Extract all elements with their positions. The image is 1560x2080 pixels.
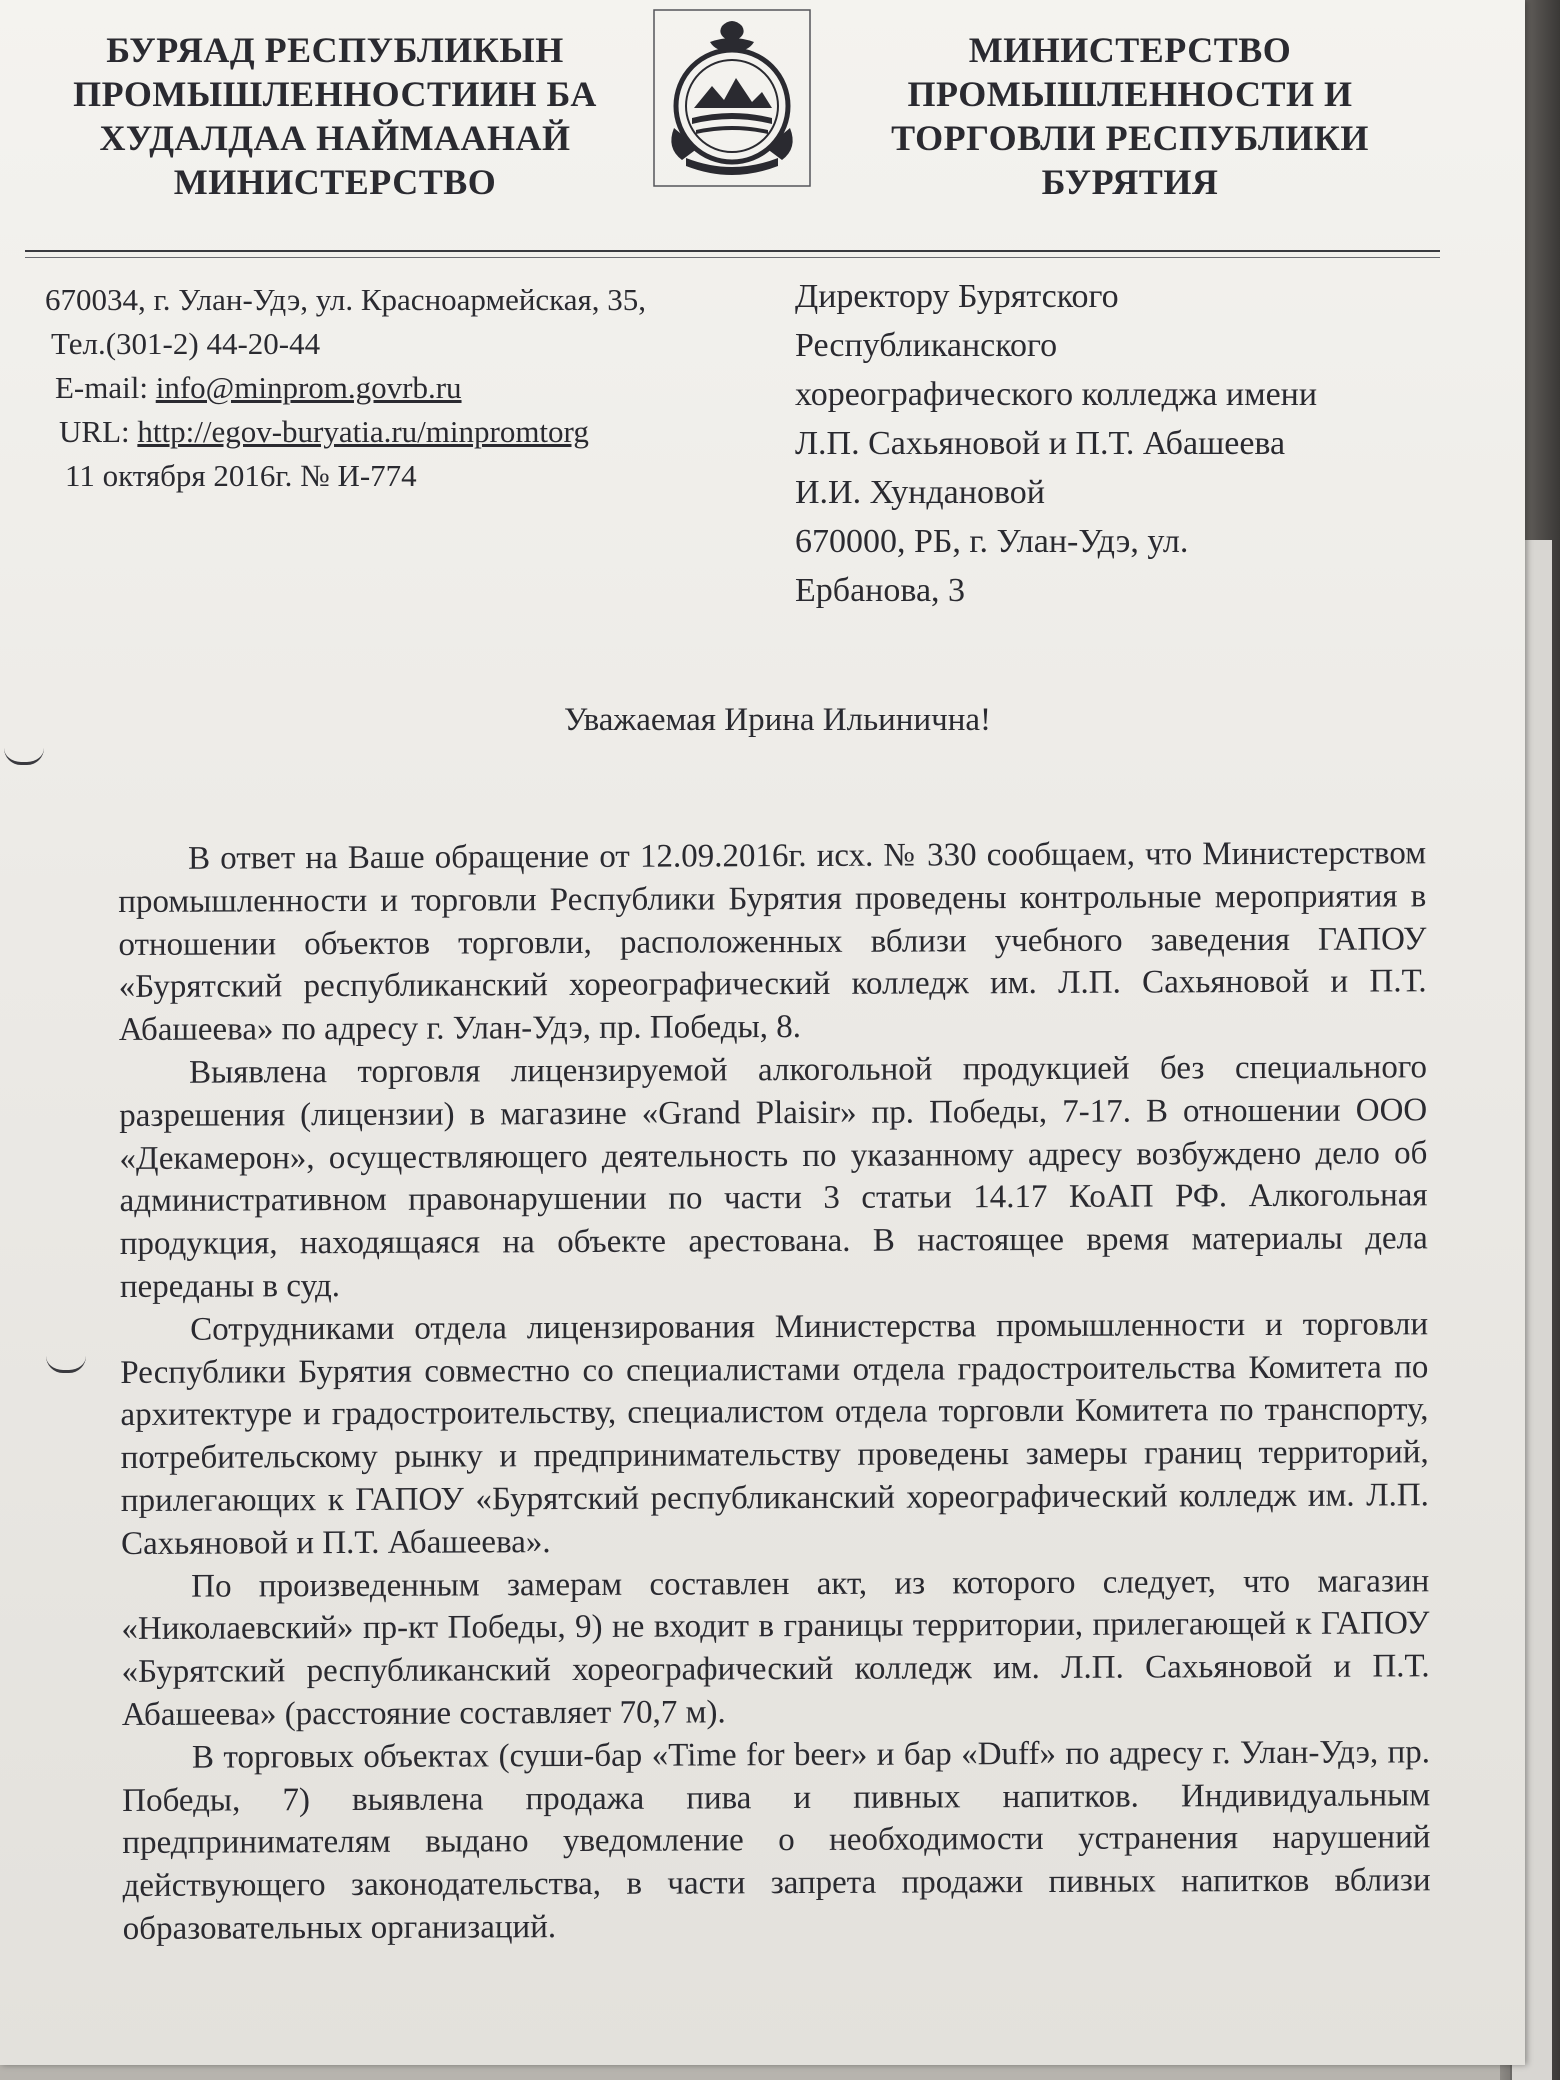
url-label: URL: [59, 414, 138, 449]
body-paragraph: Выявлена торговля лицензируемой алкогольной продукцией без специального разрешения (лицензии) в магазине «Grand Plaisir» пр. Победы, 7-17. В отношении ООО «Декамерон», осуществляющего деятельность по указанному адресу возбуждено дело об административном правонарушении по части 3 статьи 14.17 КоАП РФ. Алкогольная продукция, находящаяся на объекте арестована. В настоящее время материалы дела переданы в суд. [119, 1049, 1428, 1305]
sender-url-line [45, 410, 646, 454]
recipient-line: Л.П. Сахьяновой и П.Т. Абашеева [795, 425, 1286, 462]
header-right-line: МИНИСТЕРСТВО [968, 30, 1292, 70]
recipient-line: Ербанова, 3 [795, 572, 966, 609]
body-paragraph: По произведенным замерам составлен акт, из которого следует, что магазин «Николаевский» пр-кт Победы, 9) не входит в границы территории, прилегающей к ГАПОУ «Бурятский республиканский хореографический колледж им. Л.П. Сахьяновой и П.Т. Абашеева» (расстояние составляет 70,7 м). [121, 1562, 1430, 1733]
header-russian-title [870, 28, 1390, 204]
punch-mark [4, 748, 44, 765]
buryatia-coat-of-arms-icon [652, 8, 812, 188]
url-link[interactable]: http://egov-buryatia.ru/minpromtorg [137, 414, 589, 449]
punch-mark [46, 1356, 86, 1373]
recipient-line: Республиканского [795, 327, 1058, 364]
header-right-line: ТОРГОВЛИ РЕСПУБЛИКИ [891, 118, 1369, 158]
sender-email-line [45, 366, 646, 410]
email-link[interactable]: info@minprom.govrb.ru [155, 370, 462, 405]
header-right-line: БУРЯТИЯ [1041, 162, 1219, 202]
recipient-line: 670000, РБ, г. Улан-Удэ, ул. [795, 523, 1189, 560]
body-paragraph: В торговых объектах (суши-бар «Time for beer» и бар «Duff» по адресу г. Улан-Удэ, пр. Победы, 7) выявлена продажа пива и пивных напитков. Индивидуальным предпринимателям выдано уведомление о необходимости устранения нарушений действующего законодательства, в части запрета продажи пивных напитков вблизи образовательных организаций. [122, 1734, 1431, 1947]
header-left-line: БУРЯАД РЕСПУБЛИКЫН [106, 30, 564, 70]
recipient-line: хореографического колледжа имени [795, 376, 1318, 413]
header-left-line: МИНИСТЕРСТВО [173, 162, 497, 202]
greeting: Уважаемая Ирина Ильинична! [563, 702, 992, 738]
header-left-line: ПРОМЫШЛЕННОСТИИН БА [73, 74, 597, 114]
sender-phone: Тел.(301-2) 44-20-44 [51, 326, 321, 361]
sender-block [45, 278, 646, 498]
header-right-line: ПРОМЫШЛЕННОСТИ И [907, 74, 1353, 114]
letter-date-number: 11 октября 2016г. № И-774 [65, 458, 417, 493]
letter-body [118, 832, 1431, 1950]
recipient-line: Директору Бурятского [795, 278, 1119, 315]
header-divider [25, 250, 1440, 258]
email-label: E-mail: [55, 370, 156, 405]
sender-address: 670034, г. Улан-Удэ, ул. Красноармейская, 35, [45, 282, 647, 317]
body-paragraph: Сотрудниками отдела лицензирования Министерства промышленности и торговли Республики Бурятия совместно со специалистами отдела градостроительства Комитета по архитектуре и градостроительству, специалистом отдела торговли Комитета по транспорту, потребительскому рынку и предпринимательству проведены замеры границ территорий, прилегающих к ГАПОУ «Бурятский республиканский хореографический колледж им. Л.П. Сахьяновой и П.Т. Абашеева». [120, 1306, 1429, 1562]
body-paragraph: В ответ на Ваше обращение от 12.09.2016г. исх. № 330 сообщаем, что Министерством промышленности и торговли Республики Бурятия проведены контрольные мероприятия в отношении объектов торговли, расположенных вблизи учебного заведения ГАПОУ «Бурятский республиканский хореографический колледж им. Л.П. Сахьяновой и П.Т. Абашеева» по адресу г. Улан-Удэ, пр. Победы, 8. [118, 835, 1427, 1049]
recipient-line: И.И. Хундановой [795, 474, 1045, 511]
header-left-line: ХУДАЛДАА НАЙМААНАЙ [99, 118, 571, 158]
header-buryat-title [40, 28, 630, 204]
recipient-block [795, 272, 1455, 615]
